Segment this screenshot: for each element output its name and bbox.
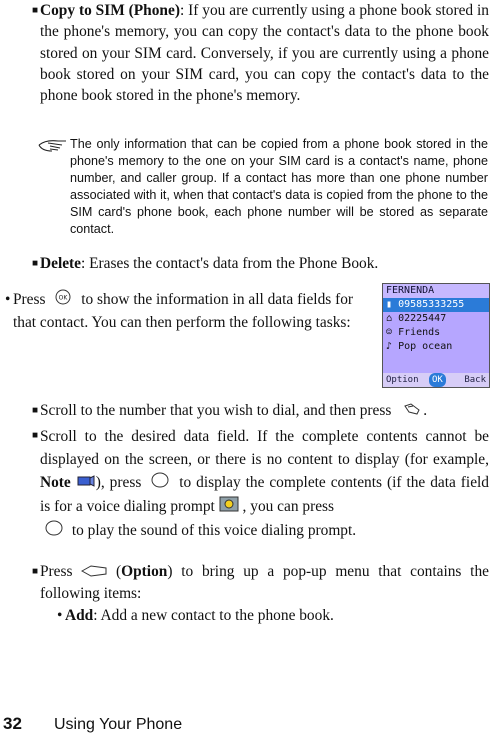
note-paragraph — [70, 136, 488, 239]
press-option-text-2: to bring up a pop-up menu that contains the following items: — [40, 563, 489, 603]
bullet-square: ■ — [32, 258, 39, 269]
press-option-text-1: Press — [40, 563, 73, 580]
scroll-dial-end: . — [423, 402, 428, 419]
phone-row-ringtone — [383, 340, 489, 354]
scroll-field-text-5: to play the sound of this voice dialing prompt. — [71, 521, 357, 539]
ok-key-icon — [55, 289, 71, 311]
phone-row-group — [383, 326, 489, 340]
press-after: to show the information in all data fields for that contact. You can then perform the following tasks: — [13, 291, 354, 331]
copy-to-sim-text: : If you are currently using a phone book stored in the phone's memory, you can copy the contact's data to the phone book stored on your SIM card. Conversely, if you are currently using a phone book stored on your SIM card, you can copy the contact's data to the phone book stored in the phone's memory. — [40, 2, 489, 105]
mobile-icon: ▮ — [386, 299, 393, 310]
footer — [0, 713, 490, 733]
bullet-square: ■ — [32, 5, 39, 16]
left-softkey-icon — [81, 562, 107, 583]
press-option-paragraph: Press (Option) to bring up a pop-up menu that contains the following items: — [40, 563, 489, 603]
delete-paragraph — [40, 253, 489, 274]
note-text: The only information that can be copied from a phone book stored in the phone's memory to the one on your SIM card is a contact's name, phone number, and caller group. If a contact has more than one phone number associated with it, when that contact's data is copied from the phone to the SIM card's phone book, each phone number will be stored as separate contact. — [70, 137, 488, 237]
phone-row-number-1 — [383, 298, 489, 312]
send-key-icon — [403, 401, 421, 422]
scroll-dial-text: Scroll to the number that you wish to dial, and then press — [40, 402, 392, 419]
note-hand-icon — [38, 137, 68, 159]
press-before: Press — [13, 291, 46, 308]
scroll-field-text-4: , you can press — [242, 497, 335, 515]
phone-row-text: Pop ocean — [398, 341, 453, 352]
scroll-field-text-1: Scroll to the desired data field. If the complete contents cannot be displayed on the screen, or there is no content to display (for example, — [40, 428, 489, 468]
home-phone-icon: ⌂ — [386, 313, 393, 324]
scroll-field-text-3: to display the complete contents (if the data field is for a voice dialing prompt — [40, 474, 489, 515]
bullet-dot: • — [57, 607, 63, 624]
bullet-square: ■ — [32, 566, 39, 577]
ok-key-icon — [150, 472, 170, 495]
voice-prompt-icon — [219, 496, 239, 519]
svg-text:OK: OK — [59, 294, 68, 302]
footer-title: Using Your Phone — [54, 716, 183, 733]
softkey-back[interactable]: Back — [464, 375, 486, 385]
ok-key-icon — [44, 520, 64, 543]
copy-to-sim-paragraph — [40, 0, 489, 106]
phone-header: FERNENDA — [383, 284, 489, 298]
scroll-dial-paragraph — [40, 400, 489, 422]
softkey-ok[interactable]: OK — [429, 373, 446, 387]
phone-row-text: 02225447 — [398, 313, 447, 324]
phone-row-number-2 — [383, 312, 489, 326]
scroll-field-text-2: ), press — [95, 474, 142, 491]
bullet-square: ■ — [32, 405, 39, 416]
add-text: : Add a new contact to the phone book. — [93, 607, 334, 624]
phone-screen — [382, 283, 490, 388]
scroll-field-paragraph — [40, 425, 489, 543]
softkey-option[interactable]: Option — [386, 375, 419, 385]
note-field-icon — [76, 472, 96, 495]
phone-softkey-bar — [383, 373, 489, 387]
bullet-square: ■ — [32, 430, 39, 441]
ringtone-icon: ♪ — [386, 341, 393, 352]
phone-row-text: Friends — [398, 327, 441, 338]
add-paragraph — [65, 605, 485, 626]
delete-term: Delete — [40, 255, 82, 272]
note-term: Note — [40, 474, 71, 491]
copy-to-sim-term: Copy to SIM (Phone) — [40, 2, 180, 19]
option-term: Option — [121, 563, 168, 580]
delete-text: : Erases the contact's data from the Phone Book. — [81, 255, 379, 272]
bullet-dot: • — [5, 291, 11, 308]
press-paragraph — [13, 289, 373, 333]
add-term: Add — [65, 607, 94, 624]
phone-row-text: 09585333255 — [398, 299, 465, 310]
group-icon: ☺ — [386, 327, 393, 338]
page-number: 32 — [3, 714, 22, 733]
